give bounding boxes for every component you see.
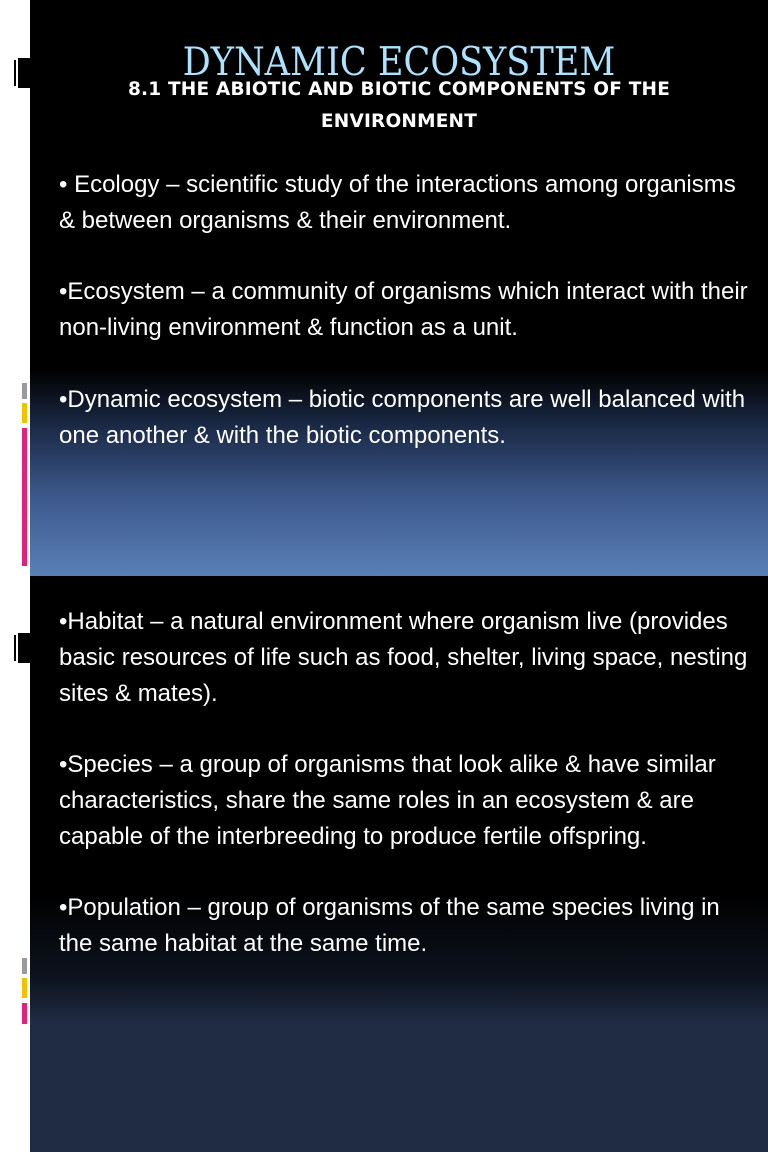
bullet-ecology: • Ecology – scientific study of the interactions among organisms & between organisms & their environment. [59, 171, 736, 234]
edge-accent-yellow [22, 403, 27, 423]
edge-accent-pink-2 [22, 1003, 27, 1024]
edge-marker-line-2 [14, 635, 16, 661]
bullet-population: •Population – group of organisms of the same species living in the same habitat at the same time. [59, 894, 720, 958]
slide-2 [30, 576, 768, 1152]
bullet-dynamic-ecosystem: •Dynamic ecosystem – biotic components are well balanced with one another & with the biotic components. [59, 385, 746, 449]
edge-marker-top [18, 58, 30, 88]
slide-1-body [59, 167, 749, 489]
edge-accent-gray [22, 383, 27, 399]
slide-2-body [59, 604, 749, 998]
edge-accent-pink [22, 428, 27, 566]
bullet-ecosystem: •Ecosystem – a community of organisms which interact with their non-living environment & function as a unit. [59, 278, 748, 342]
slide-subtitle: 8.1 THE ABIOTIC AND BIOTIC COMPONENTS OF THE ENVIRONMENT [127, 79, 671, 132]
edge-accent-gray-2 [22, 958, 27, 974]
bullet-species: •Species – a group of organisms that look alike & have similar characteristics, share the same roles in an ecosystem & are capable of the interbreeding to produce fertile offspring. [59, 751, 716, 850]
bullet-habitat: •Habitat – a natural environment where organism live (provides basic resources of life such as food, shelter, living space, nesting sites & mates). [59, 608, 748, 707]
slide-1 [30, 0, 768, 576]
edge-marker-top-2 [18, 633, 30, 663]
slide-title: DYNAMIC ECOSYSTEM [182, 40, 616, 85]
edge-marker-line [14, 60, 16, 86]
edge-accent-yellow-2 [22, 978, 27, 998]
